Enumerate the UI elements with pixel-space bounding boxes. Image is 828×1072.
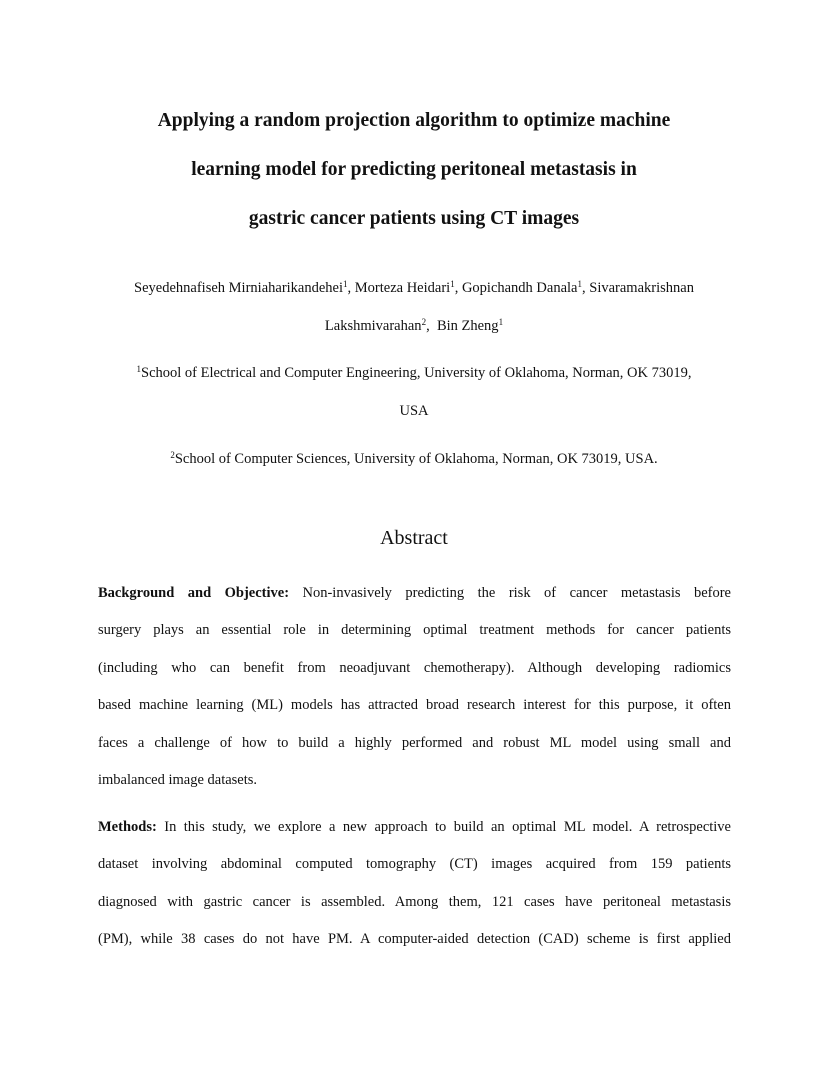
author-separator: , — [454, 280, 462, 296]
paragraph-line: based machine learning (ML) models has attracted broad research interest for this purpose, it often — [98, 697, 731, 714]
paragraph-line: imbalanced image datasets. — [98, 772, 258, 789]
section-label: Background and Objective: — [98, 585, 290, 601]
paragraph-line: dataset involving abdominal computed tomography (CT) images acquired from 159 patients — [98, 856, 731, 873]
affiliation-text: School of Computer Sciences, University of Oklahoma, Norman, OK 73019, USA. — [174, 451, 658, 467]
paragraph-line — [98, 575, 731, 612]
paragraph-line: (PM), while 38 cases do not have PM. A computer-aided detection (CAD) scheme is first applied — [98, 931, 731, 948]
affiliation-text: School of Electrical and Computer Engineering, University of Oklahoma, Norman, OK 73019, — [141, 365, 692, 381]
author-name: Lakshmivarahan — [324, 318, 422, 334]
author-affil-marker: 1 — [343, 279, 348, 289]
paper-title — [60, 96, 768, 243]
paragraph-line: surgery plays an essential role in determining optimal treatment methods for cancer patients — [98, 622, 731, 639]
abstract-methods-paragraph — [98, 809, 731, 959]
affil-marker: 1 — [136, 364, 141, 374]
title-line: learning model for predicting peritoneal metastasis in — [191, 159, 637, 180]
author-line — [60, 307, 768, 345]
affil-marker: 2 — [170, 450, 175, 460]
author-name: Seyedehnafiseh Mirniaharikandehei — [134, 280, 344, 296]
abstract-heading: Abstract — [380, 527, 448, 549]
paragraph-line — [98, 809, 731, 846]
affiliation-line — [60, 440, 768, 478]
line-text: In this study, we explore a new approach to build an optimal ML model. A retrospective — [156, 819, 731, 835]
title-line: Applying a random projection algorithm to optimize machine — [157, 110, 671, 131]
author-name: Gopichandh Danala — [461, 280, 578, 296]
title-line: gastric cancer patients using CT images — [248, 208, 580, 229]
paragraph-line: diagnosed with gastric cancer is assembled. Among them, 121 cases have peritoneal metastasis — [98, 893, 731, 910]
affiliation-2 — [60, 440, 768, 478]
line-text: Non-invasively predicting the risk of cancer metastasis before — [289, 585, 731, 601]
author-affil-marker: 1 — [577, 279, 582, 289]
author-name: Sivaramakrishnan — [589, 280, 694, 296]
author-affil-marker: 1 — [498, 317, 504, 327]
author-affil-marker: 2 — [421, 317, 427, 327]
author-list — [60, 269, 768, 345]
author-separator: , — [582, 280, 590, 296]
paragraph-line: faces a challenge of how to build a highly performed and robust ML model using small and — [98, 734, 731, 751]
author-name: Bin Zheng — [436, 318, 499, 334]
author-line — [60, 269, 768, 307]
author-separator: , — [347, 280, 355, 296]
abstract-background-paragraph — [98, 575, 731, 799]
affiliation-line: USA — [399, 403, 429, 419]
author-name: Morteza Heidari — [354, 280, 451, 296]
author-affil-marker: 1 — [450, 279, 455, 289]
affiliation-1 — [60, 354, 768, 430]
author-separator: , — [426, 318, 437, 334]
affiliation-line — [60, 354, 768, 392]
section-label: Methods: — [98, 819, 157, 835]
paragraph-line: (including who can benefit from neoadjuvant chemotherapy). Although developing radiomics — [98, 659, 731, 676]
